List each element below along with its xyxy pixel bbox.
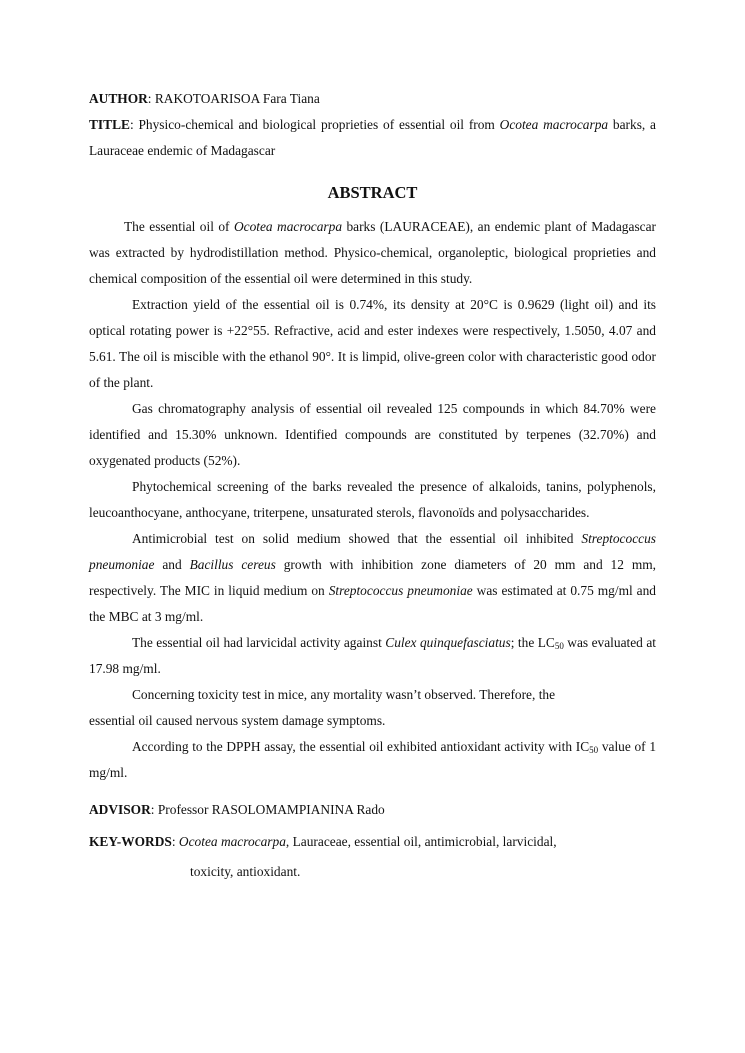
keywords-species: Ocotea macrocarpa — [178, 834, 286, 849]
p8-text-a: According to the DPPH assay, the essential oil exhibited antioxidant activity with IC — [132, 739, 590, 754]
p6-species: Culex quinquefasciatus — [385, 635, 511, 650]
p1-text-b: barks (LAURACEAE), an endemic plant of Madagascar was extracted by hydrodistillation method. Physico-chemical, organoleptic, biological proprieties and chemical composition of the essential oil were determined in this study. — [89, 219, 656, 286]
p6-text-b: ; the LC — [510, 635, 555, 650]
advisor-label: ADVISOR — [89, 802, 151, 817]
abstract-paragraph-4: Phytochemical screening of the barks revealed the presence of alkaloids, tanins, polyphenols, leucoanthocyane, anthocyane, triterpene, unsaturated sterols, flavonoïds and polysaccharides. — [89, 479, 656, 520]
p5-species-2: Bacillus cereus — [189, 557, 276, 572]
p6-subscript: 50 — [554, 641, 564, 651]
author-line: AUTHOR: RAKOTOARISOA Fara Tiana — [89, 91, 320, 106]
abstract-heading: ABSTRACT — [327, 183, 418, 202]
author-name: RAKOTOARISOA Fara Tiana — [154, 91, 320, 106]
p8-subscript: 50 — [589, 745, 599, 755]
abstract-paragraph-2: Extraction yield of the essential oil is 0.74%, its density at 20°C is 0.9629 (light oil) and its optical rotating power is +22°55. Refractive, acid and ester indexes were respectively, 1.5050, 4.07 and 5.61. The oil is miscible with the ethanol 90°. It is limpid, olive-green color with characteristic good odor of the plant. — [89, 297, 656, 390]
p5-text-b: and — [154, 557, 190, 572]
p1-species: Ocotea macrocarpa — [233, 219, 343, 234]
p5-text-d: was estimated at 0.75 mg/ml and the MBC at 3 mg/ml. — [89, 583, 656, 624]
abstract-paragraph-3: Gas chromatography analysis of essential oil revealed 125 compounds in which 84.70% were identified and 15.30% unknown. Identified compounds are constituted by terpenes (32.70%) and oxygenated products (52%). — [89, 401, 656, 468]
p5-text-c: growth with inhibition zone diameters of 20 mm and 12 mm, respectively. The MIC in liquid medium on — [89, 557, 657, 598]
p5-text-a: Antimicrobial test on solid medium showed that the essential oil inhibited — [132, 531, 582, 546]
keywords-rest: , Lauraceae, essential oil, antimicrobial, larvicidal, — [285, 834, 557, 849]
title-line: TITLE: Physico-chemical and biological proprieties of essential oil from Ocotea macrocarpa barks, a Lauraceae endemic of Madagascar — [89, 117, 656, 158]
abstract-paragraph-1 — [89, 214, 656, 292]
keywords-continuation: toxicity, antioxidant. — [190, 864, 301, 879]
abstract-paragraph-7 — [89, 682, 656, 734]
advisor-line: ADVISOR: Professor RASOLOMAMPIANINA Rado — [89, 802, 385, 817]
abstract-paragraph-5 — [89, 526, 656, 630]
keywords-label: KEY-WORDS — [89, 834, 172, 849]
abstract-paragraph-6 — [89, 630, 656, 682]
advisor-name: Professor RASOLOMAMPIANINA Rado — [157, 802, 385, 817]
p5-species-3: Streptococcus pneumoniae — [328, 583, 473, 598]
p7-line-1: Concerning toxicity test in mice, any mortality wasn’t observed. Therefore, the — [132, 687, 556, 702]
title-species: Ocotea macrocarpa — [499, 117, 609, 132]
title-text-before: Physico-chemical and biological proprieties of essential oil from — [138, 117, 500, 132]
document-page — [89, 86, 656, 887]
p6-text-c: was evaluated at 17.98 mg/ml. — [89, 635, 656, 676]
p7-line-2: essential oil caused nervous system damage symptoms. — [89, 713, 386, 728]
title-label: TITLE — [89, 117, 130, 132]
p6-text-a: The essential oil had larvicidal activity against — [132, 635, 386, 650]
author-label: AUTHOR — [89, 91, 148, 106]
p5-species-1: Streptococcus pneumoniae — [89, 531, 656, 572]
title-text-after: barks, a Lauraceae endemic of Madagascar — [89, 117, 656, 158]
p8-text-b: value of 1 mg/ml. — [89, 739, 657, 780]
keywords-line: KEY-WORDS: Ocotea macrocarpa, Lauraceae, essential oil, antimicrobial, larvicidal, toxicity, antioxidant. — [89, 827, 656, 887]
abstract-paragraph-8 — [89, 734, 656, 786]
p1-text-a: The essential oil of — [124, 219, 234, 234]
